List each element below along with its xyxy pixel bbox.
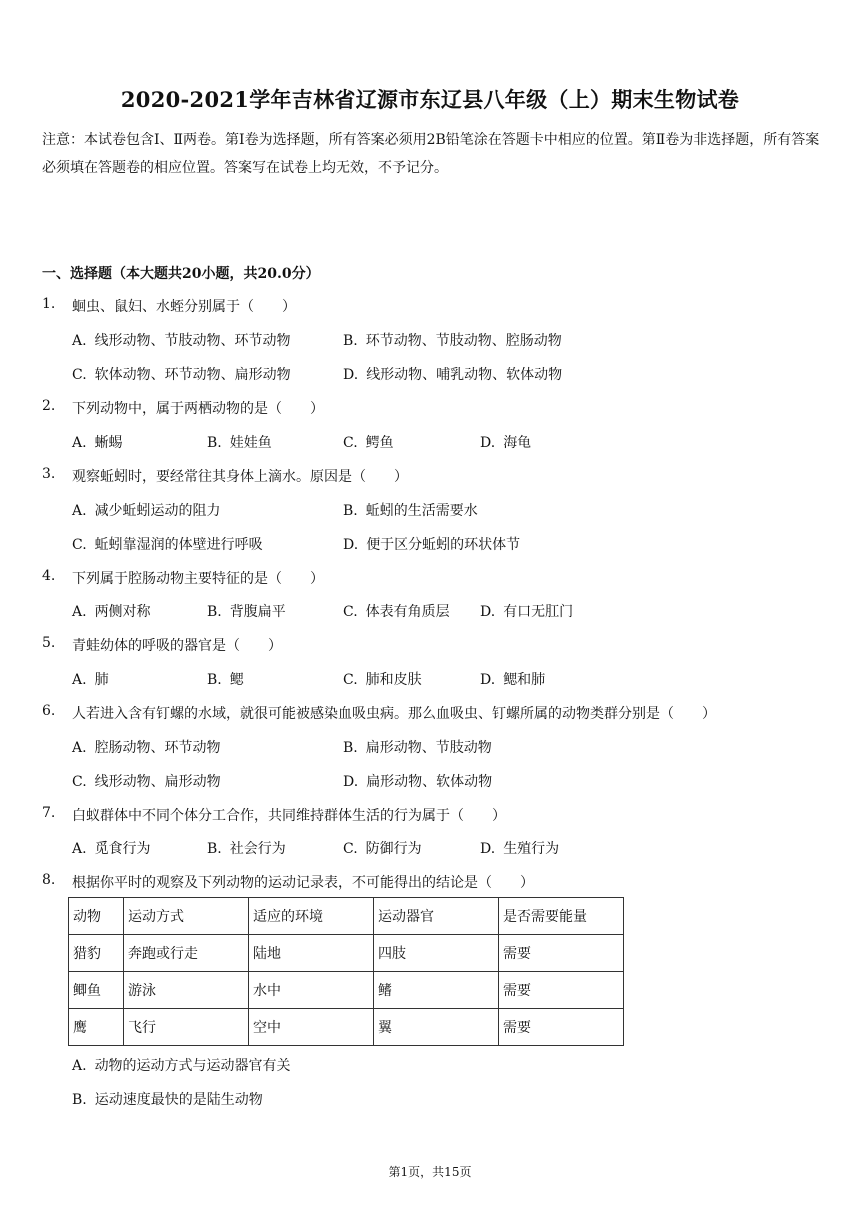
option-b: B. 娃娃鱼 — [207, 435, 272, 451]
table-cell: 四肢 — [374, 935, 499, 972]
option-c: C. 防御行为 — [343, 841, 422, 857]
option-d: D. 生殖行为 — [480, 841, 560, 857]
table-cell: 翼 — [374, 1009, 499, 1046]
option-d: D. 鳃和肺 — [480, 672, 546, 688]
option-b: B. 蚯蚓的生活需要水 — [343, 503, 478, 519]
question-number: 5. — [42, 635, 56, 651]
movement-record-table — [68, 897, 624, 1046]
table-header-cell: 运动方式 — [124, 898, 249, 935]
table-cell: 猎豹 — [69, 935, 124, 972]
question-number: 2. — [42, 398, 56, 414]
table-header-cell: 适应的环境 — [249, 898, 374, 935]
question-text: 青蛙幼体的呼吸的器官是（ ） — [72, 638, 282, 654]
option-d: D. 扁形动物、软体动物 — [343, 774, 493, 790]
option-b: B. 背腹扁平 — [207, 604, 286, 620]
option-a: A. 两侧对称 — [72, 604, 151, 620]
option-a: A. 觅食行为 — [72, 841, 151, 857]
option-d: D. 线形动物、哺乳动物、软体动物 — [343, 367, 563, 383]
question-number: 4. — [42, 568, 56, 584]
option-b: B. 扁形动物、节肢动物 — [343, 740, 492, 756]
table-cell: 水中 — [249, 972, 374, 1009]
option-d: D. 便于区分蚯蚓的环状体节 — [343, 537, 521, 553]
question-text: 人若进入含有钉螺的水域，就很可能被感染血吸虫病。那么血吸虫、钉螺所属的动物类群分别是（ ） — [72, 706, 716, 722]
option-c: C. 肺和皮肤 — [343, 672, 422, 688]
question-number: 8. — [42, 872, 56, 888]
section-heading: 一、选择题（本大题共20小题，共20.0分） — [42, 266, 320, 282]
question-text: 蛔虫、鼠妇、水蛭分别属于（ ） — [72, 299, 296, 315]
table-cell: 游泳 — [124, 972, 249, 1009]
question-text: 观察蚯蚓时，要经常往其身体上滴水。原因是（ ） — [72, 469, 408, 485]
table-cell: 鳍 — [374, 972, 499, 1009]
option-c: C. 体表有角质层 — [343, 604, 450, 620]
table-cell: 奔跑或行走 — [124, 935, 249, 972]
option-a: A. 线形动物、节肢动物、环节动物 — [72, 333, 291, 349]
question-text: 白蚁群体中不同个体分工合作，共同维持群体生活的行为属于（ ） — [72, 808, 506, 824]
table-cell: 陆地 — [249, 935, 374, 972]
option-a: A. 肺 — [72, 672, 109, 688]
page-footer: 第1页，共15页 — [388, 1165, 472, 1179]
exam-notice: 注意：本试卷包含Ⅰ、Ⅱ两卷。第Ⅰ卷为选择题，所有答案必须用2B铅笔涂在答题卡中相应的位置。第Ⅱ卷为非选择题，所有答案必须填在答题卷的相应位置。答案写在试卷上均无效，不予记分。 — [42, 132, 820, 176]
table-header-row — [69, 898, 624, 935]
table-cell: 鹰 — [69, 1009, 124, 1046]
table-header-cell: 是否需要能量 — [499, 898, 624, 935]
option-b: B. 社会行为 — [207, 841, 286, 857]
option-c: C. 软体动物、环节动物、扁形动物 — [72, 367, 291, 383]
option-d: D. 海龟 — [480, 435, 532, 451]
option-d: D. 有口无肛门 — [480, 604, 574, 620]
table-cell: 需要 — [499, 1009, 624, 1046]
option-c: C. 鳄鱼 — [343, 435, 394, 451]
option-a: A. 腔肠动物、环节动物 — [72, 740, 221, 756]
table-cell: 空中 — [249, 1009, 374, 1046]
option-a: A. 减少蚯蚓运动的阻力 — [72, 503, 221, 519]
table-cell: 需要 — [499, 935, 624, 972]
table-header-cell: 运动器官 — [374, 898, 499, 935]
exam-title: 2020-2021学年吉林省辽源市东辽县八年级（上）期末生物试卷 — [120, 87, 740, 112]
option-a: A. 动物的运动方式与运动器官有关 — [72, 1058, 291, 1074]
table-cell: 鲫鱼 — [69, 972, 124, 1009]
question-text: 下列属于腔肠动物主要特征的是（ ） — [72, 571, 324, 587]
option-b: B. 鳃 — [207, 672, 244, 688]
option-a: A. 蜥蜴 — [72, 435, 123, 451]
question-text: 下列动物中，属于两栖动物的是（ ） — [72, 401, 324, 417]
table-cell: 需要 — [499, 972, 624, 1009]
table-row — [69, 1009, 624, 1046]
option-b: B. 环节动物、节肢动物、腔肠动物 — [343, 333, 562, 349]
table-row — [69, 935, 624, 972]
table-header-cell: 动物 — [69, 898, 124, 935]
question-number: 6. — [42, 703, 56, 719]
question-number: 7. — [42, 805, 56, 821]
table-cell: 飞行 — [124, 1009, 249, 1046]
table-row — [69, 972, 624, 1009]
question-text: 根据你平时的观察及下列动物的运动记录表，不可能得出的结论是（ ） — [72, 875, 534, 891]
option-c: C. 蚯蚓靠湿润的体壁进行呼吸 — [72, 537, 263, 553]
question-number: 3. — [42, 466, 56, 482]
question-number: 1. — [42, 296, 56, 312]
option-b: B. 运动速度最快的是陆生动物 — [72, 1092, 263, 1108]
option-c: C. 线形动物、扁形动物 — [72, 774, 221, 790]
